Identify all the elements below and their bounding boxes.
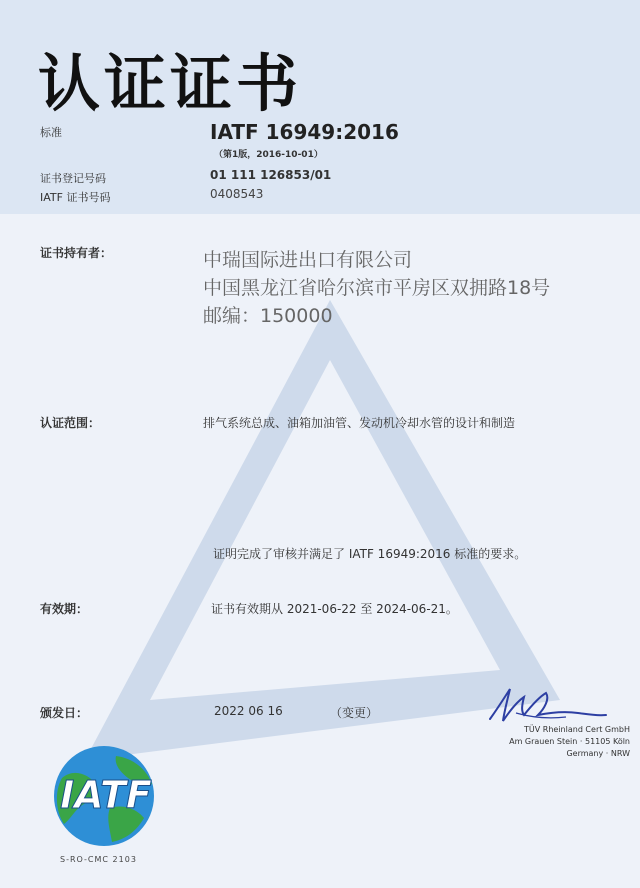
iatf-cert-no-label: IATF 证书号码 xyxy=(40,191,111,204)
holder-label: 证书持有者： xyxy=(40,246,113,260)
issuer-line-3: Germany · NRW xyxy=(566,749,630,758)
holder-address: 中国黑龙江省哈尔滨市平房区双拥路18号 xyxy=(203,277,551,299)
signature-mark xyxy=(486,683,616,728)
scope-text: 排气系统总成、油箱加油管、发动机冷却水管的设计和制造 xyxy=(203,416,516,430)
validity-label: 有效期： xyxy=(40,602,89,616)
issue-date: 2022 06 16 xyxy=(214,704,283,718)
audit-statement: 证明完成了审核并满足了 IATF 16949:2016 标准的要求。 xyxy=(213,547,527,561)
holder-company: 中瑞国际进出口有限公司 xyxy=(203,249,413,271)
issuer-line-1: TÜV Rheinland Cert GmbH xyxy=(524,725,630,734)
cert-reg-no-label: 证书登记号码 xyxy=(40,172,106,185)
issue-date-label: 颁发日： xyxy=(40,706,89,720)
issuer-block xyxy=(470,724,630,760)
scope-label: 认证范围： xyxy=(40,416,101,430)
iatf-cert-no: 0408543 xyxy=(210,187,264,201)
standard-name: IATF 16949:2016 xyxy=(210,120,399,144)
standard-edition: （第1版，2016-10-01） xyxy=(214,150,323,160)
cert-reg-no: 01 111 126853/01 xyxy=(210,168,332,182)
holder-block xyxy=(203,246,550,330)
logo-text: IATF xyxy=(60,773,152,817)
logo-caption: S-RO-CMC 2103 xyxy=(60,855,137,864)
issue-note: （变更） xyxy=(330,706,379,720)
holder-postcode: 邮编：150000 xyxy=(203,305,333,327)
certificate-title: 认证证书 xyxy=(38,47,303,120)
issuer-line-2: Am Grauen Stein · 51105 Köln xyxy=(509,737,630,746)
standard-label: 标准 xyxy=(40,126,62,139)
iatf-logo xyxy=(40,738,170,850)
validity-text: 证书有效期从 2021-06-22 至 2024-06-21。 xyxy=(211,602,458,616)
